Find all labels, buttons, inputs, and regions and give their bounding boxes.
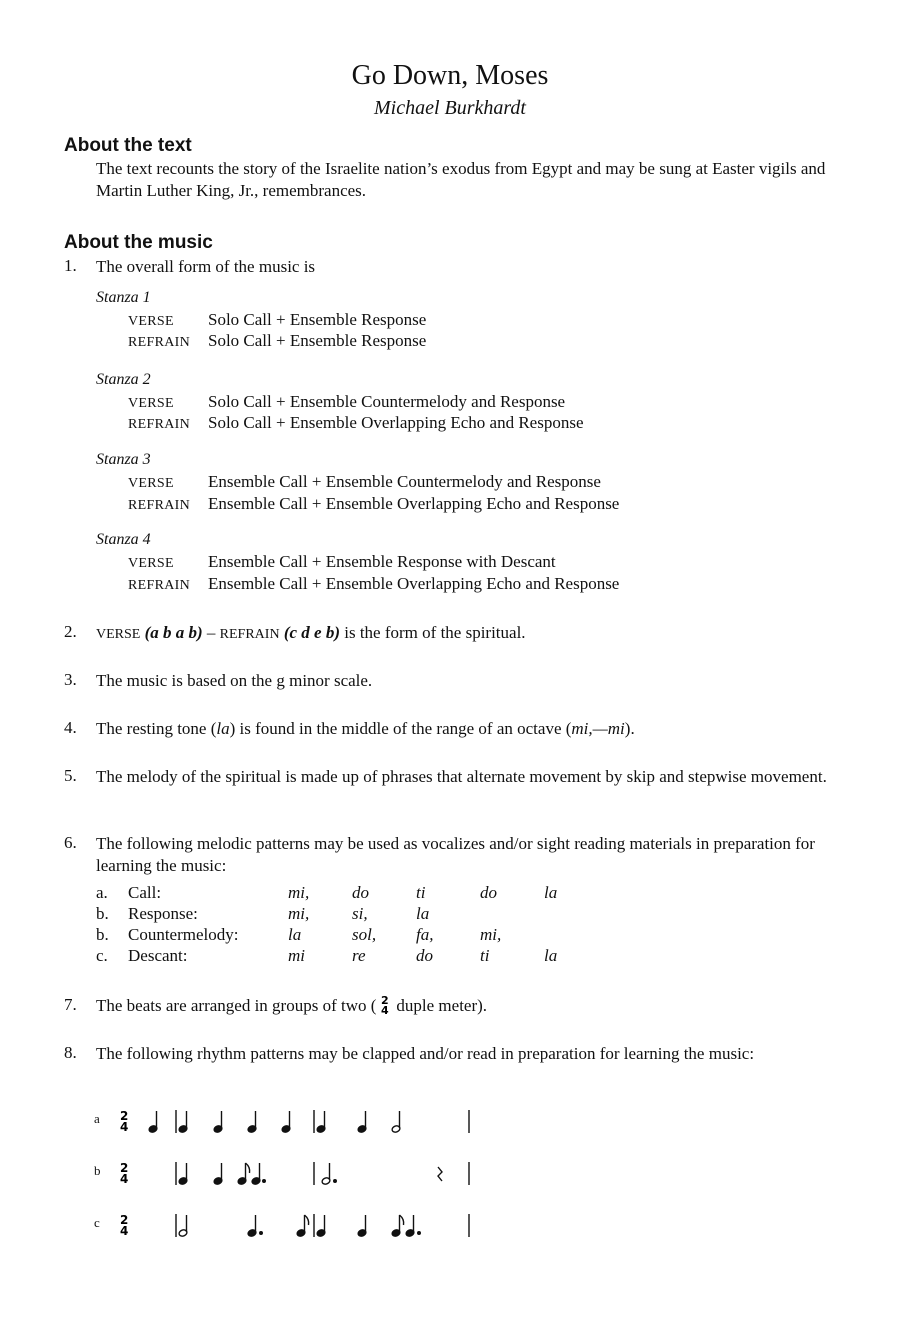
- syllable: fa,: [416, 925, 434, 944]
- stanza-verse-row: [128, 552, 556, 572]
- refrain-description: Ensemble Call + Ensemble Overlapping Echo and Response: [208, 574, 620, 593]
- refrain-label: REFRAIN: [128, 578, 190, 593]
- item-4-before: The resting tone (: [96, 719, 217, 738]
- verse-description: Solo Call + Ensemble Countermelody and Response: [208, 392, 566, 411]
- stanza-refrain-row: [128, 413, 584, 433]
- item-number: 3.: [64, 670, 77, 689]
- svg-text:4: 4: [120, 1224, 129, 1238]
- rhythm-pattern-c: [94, 1209, 494, 1239]
- verse-label: VERSE: [128, 396, 174, 411]
- stanza-verse-row: [128, 310, 426, 330]
- pattern-letter: b.: [96, 925, 109, 944]
- verse-label: VERSE: [128, 556, 174, 571]
- syllable: do: [416, 946, 433, 965]
- syllable: la: [544, 883, 558, 902]
- svg-text:2: 2: [381, 994, 390, 1007]
- syllable: la: [416, 904, 430, 923]
- item-2-rest: is the form of the spiritual.: [344, 623, 526, 642]
- svg-text:4: 4: [120, 1172, 129, 1186]
- verse-form: (a b a b): [144, 623, 203, 642]
- svg-text:4: 4: [381, 1004, 390, 1017]
- rhythm-label: c: [94, 1215, 100, 1230]
- item-number: 8.: [64, 1043, 77, 1062]
- item-number: 6.: [64, 833, 77, 852]
- pattern-name: Descant:: [128, 946, 188, 965]
- syllable: ti: [480, 946, 490, 965]
- item-3-text: The music is based on the g minor scale.: [96, 671, 373, 690]
- syllable: si,: [352, 904, 368, 923]
- item-8-text: The following rhythm patterns may be clapped and/or read in preparation for learning the music:: [96, 1044, 755, 1063]
- syllable: la: [544, 946, 558, 965]
- svg-text:2: 2: [120, 1213, 129, 1227]
- item-number: 1.: [64, 256, 77, 275]
- stanza-refrain-row: [128, 331, 426, 351]
- item-number: 4.: [64, 718, 77, 737]
- item-7-after: duple meter).: [396, 996, 488, 1015]
- rhythm-pattern-b: [94, 1157, 494, 1187]
- refrain-description: Ensemble Call + Ensemble Overlapping Echo and Response: [208, 494, 620, 513]
- resting-tone: la: [216, 719, 230, 738]
- refrain-label: REFRAIN: [128, 335, 190, 350]
- syllable: mi,: [288, 883, 310, 902]
- stanza-refrain-row: [128, 494, 619, 514]
- octave-range: mi,—mi: [571, 719, 625, 738]
- refrain-label: REFRAIN: [219, 627, 280, 642]
- item-1-text: The overall form of the music is: [96, 257, 316, 276]
- rhythm-notation-icon: [94, 1105, 494, 1135]
- stanza-verse-row: [128, 472, 601, 492]
- form-dash: –: [206, 623, 216, 642]
- stanza-label: Stanza 1: [96, 289, 151, 306]
- verse-label: VERSE: [128, 314, 174, 329]
- page-title: Go Down, Moses: [351, 60, 549, 91]
- item-number: 2.: [64, 622, 77, 641]
- refrain-form: (c d e b): [283, 623, 340, 642]
- item-4-after: ).: [624, 719, 635, 738]
- pattern-letter: a.: [96, 883, 108, 902]
- syllable: mi,: [288, 904, 310, 923]
- pattern-name: Countermelody:: [128, 925, 239, 944]
- syllable: sol,: [352, 925, 377, 944]
- syllable: la: [288, 925, 302, 944]
- item-7-before: The beats are arranged in groups of two (: [96, 996, 377, 1015]
- verse-description: Ensemble Call + Ensemble Countermelody and Response: [208, 472, 601, 491]
- verse-description: Ensemble Call + Ensemble Response with Descant: [208, 552, 556, 571]
- item-number: 5.: [64, 766, 77, 785]
- stanza-label: Stanza 4: [96, 531, 151, 548]
- time-signature-icon: [379, 995, 393, 1015]
- syllable: do: [480, 883, 497, 902]
- item-4-text: [96, 718, 836, 740]
- item-6-text: The following melodic patterns may be used as vocalizes and/or sight reading materials in preparation for learning the music:: [96, 834, 815, 875]
- syllable: do: [352, 883, 369, 902]
- svg-text:2: 2: [120, 1161, 129, 1175]
- svg-text:4: 4: [120, 1120, 129, 1134]
- item-2-text: [96, 622, 836, 646]
- verse-label: VERSE: [96, 627, 141, 642]
- syllable: mi: [288, 946, 305, 965]
- refrain-description: Solo Call + Ensemble Response: [208, 331, 427, 350]
- rhythm-label: a: [94, 1111, 100, 1126]
- pattern-letter: c.: [96, 946, 108, 965]
- verse-description: Solo Call + Ensemble Response: [208, 310, 427, 329]
- rhythm-pattern-a: [94, 1105, 494, 1135]
- item-4-middle: ) is found in the middle of the range of an octave (: [229, 719, 572, 738]
- author: Michael Burkhardt: [373, 97, 526, 119]
- syllable: ti: [416, 883, 426, 902]
- about-text-heading: About the text: [64, 135, 192, 156]
- stanza-label: Stanza 2: [96, 371, 151, 388]
- rhythm-label: b: [94, 1163, 101, 1178]
- pattern-name: Response:: [128, 904, 198, 923]
- verse-label: VERSE: [128, 476, 174, 491]
- about-music-heading: About the music: [64, 232, 213, 253]
- stanza-label: Stanza 3: [96, 451, 151, 468]
- pattern-name: Call:: [128, 883, 162, 902]
- svg-text:2: 2: [120, 1109, 129, 1123]
- refrain-description: Solo Call + Ensemble Overlapping Echo and Response: [208, 413, 584, 432]
- pattern-letter: b.: [96, 904, 109, 923]
- refrain-label: REFRAIN: [128, 498, 190, 513]
- rhythm-notation-icon: [94, 1209, 494, 1239]
- item-7-text: [96, 995, 836, 1017]
- syllable: re: [352, 946, 366, 965]
- rhythm-notation-icon: [94, 1157, 494, 1187]
- item-5-text: The melody of the spiritual is made up of phrases that alternate movement by skip and stepwise movement.: [96, 767, 827, 786]
- item-number: 7.: [64, 995, 77, 1014]
- stanza-refrain-row: [128, 574, 619, 594]
- refrain-label: REFRAIN: [128, 417, 190, 432]
- about-text-body: The text recounts the story of the Israelite nation’s exodus from Egypt and may be sung at Easter vigils and Martin Luther King, Jr., remembrances.: [96, 159, 826, 200]
- syllable: mi,: [480, 925, 502, 944]
- stanza-verse-row: [128, 392, 565, 412]
